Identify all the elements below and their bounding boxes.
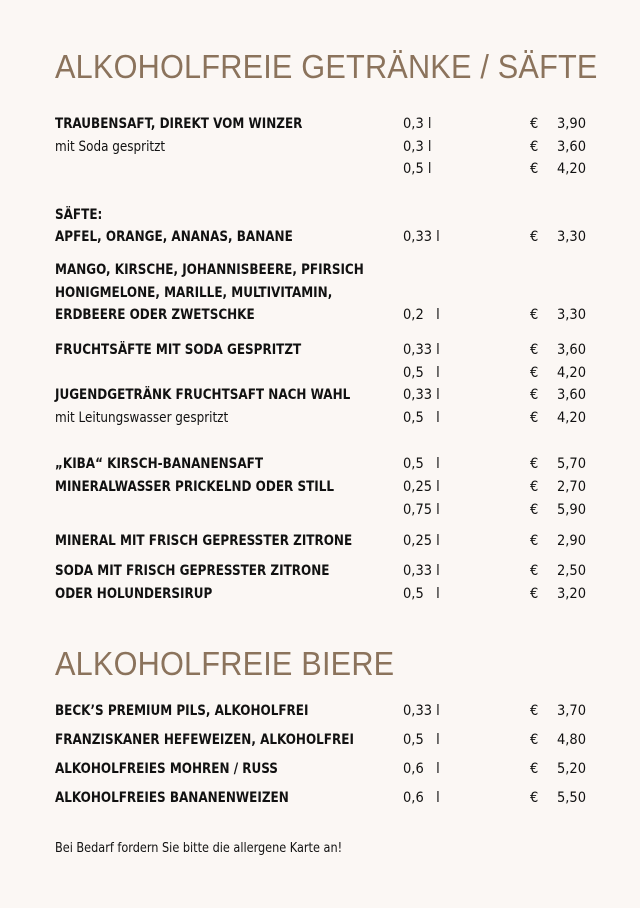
- menu-row: [0, 204, 640, 226]
- currency-symbol: €: [530, 365, 539, 381]
- item-price: 3,30: [556, 229, 586, 245]
- item-price: 4,80: [556, 732, 586, 748]
- menu-row: [0, 530, 640, 552]
- item-name: SODA MIT FRISCH GEPRESSTER ZITRONE: [55, 563, 330, 579]
- item-volume: 0,25 l: [403, 479, 440, 495]
- item-volume: 0,3 l: [403, 116, 432, 132]
- currency-symbol: €: [530, 732, 539, 748]
- item-volume: 0,5 l: [403, 161, 432, 177]
- item-name: ODER HOLUNDERSIRUP: [55, 586, 213, 602]
- item-price: 3,60: [556, 139, 586, 155]
- item-price: 4,20: [556, 365, 586, 381]
- currency-symbol: €: [530, 229, 539, 245]
- menu-row: [0, 384, 640, 406]
- item-volume: 0,33 l: [403, 563, 440, 579]
- item-name: „KIBA“ KIRSCH-BANANENSAFT: [55, 456, 264, 472]
- item-volume: 0,3 l: [403, 139, 432, 155]
- item-price: 2,90: [556, 533, 586, 549]
- currency-symbol: €: [530, 479, 539, 495]
- currency-symbol: €: [530, 761, 539, 777]
- item-name: FRANZISKANER HEFEWEIZEN, ALKOHOLFREI: [55, 732, 354, 748]
- item-price: 4,20: [556, 410, 586, 426]
- item-name: APFEL, ORANGE, ANANAS, BANANE: [55, 229, 293, 245]
- item-price: 5,50: [556, 790, 586, 806]
- menu-row: [0, 407, 640, 429]
- item-volume: 0,5 l: [403, 586, 440, 602]
- allergen-note: Bei Bedarf fordern Sie bitte die allergene Karte an!: [55, 840, 343, 856]
- menu-row: [0, 113, 640, 135]
- currency-symbol: €: [530, 563, 539, 579]
- menu-row: [0, 339, 640, 361]
- item-volume: 0,33 l: [403, 229, 440, 245]
- section-title-alcohol-free-beer: ALKOHOLFREIE BIERE: [55, 645, 395, 682]
- menu-row: [0, 758, 640, 780]
- item-name: ALKOHOLFREIES BANANENWEIZEN: [55, 790, 289, 806]
- item-price: 5,70: [556, 456, 586, 472]
- menu-row: [0, 583, 640, 605]
- currency-symbol: €: [530, 307, 539, 323]
- item-name: MANGO, KIRSCHE, JOHANNISBEERE, PFIRSICH: [55, 262, 364, 278]
- menu-row: [0, 499, 640, 521]
- item-name: HONIGMELONE, MARILLE, MULTIVITAMIN,: [55, 285, 333, 301]
- item-name: ERDBEERE ODER ZWETSCHKE: [55, 307, 255, 323]
- currency-symbol: €: [530, 456, 539, 472]
- item-price: 2,70: [556, 479, 586, 495]
- menu-row: [0, 226, 640, 248]
- item-volume: 0,33 l: [403, 342, 440, 358]
- item-volume: 0,5 l: [403, 365, 440, 381]
- currency-symbol: €: [530, 342, 539, 358]
- item-volume: 0,33 l: [403, 387, 440, 403]
- menu-row: [0, 136, 640, 158]
- item-volume: 0,75 l: [403, 502, 440, 518]
- item-name: MINERALWASSER PRICKELND ODER STILL: [55, 479, 335, 495]
- item-name: mit Soda gespritzt: [55, 139, 166, 155]
- item-volume: 0,33 l: [403, 703, 440, 719]
- item-name: MINERAL MIT FRISCH GEPRESSTER ZITRONE: [55, 533, 353, 549]
- item-price: 4,20: [556, 161, 586, 177]
- item-price: 3,70: [556, 703, 586, 719]
- item-price: 5,90: [556, 502, 586, 518]
- menu-row: [0, 729, 640, 751]
- item-price: 5,20: [556, 761, 586, 777]
- item-price: 3,60: [556, 342, 586, 358]
- currency-symbol: €: [530, 703, 539, 719]
- item-volume: 0,25 l: [403, 533, 440, 549]
- item-volume: 0,6 l: [403, 790, 440, 806]
- menu-row: [0, 304, 640, 326]
- menu-row: [0, 787, 640, 809]
- item-price: 3,20: [556, 586, 586, 602]
- currency-symbol: €: [530, 586, 539, 602]
- currency-symbol: €: [530, 161, 539, 177]
- currency-symbol: €: [530, 533, 539, 549]
- item-price: 3,90: [556, 116, 586, 132]
- item-volume: 0,5 l: [403, 732, 440, 748]
- currency-symbol: €: [530, 502, 539, 518]
- currency-symbol: €: [530, 410, 539, 426]
- menu-row: [0, 158, 640, 180]
- currency-symbol: €: [530, 387, 539, 403]
- menu-row: [0, 700, 640, 722]
- menu-row: [0, 560, 640, 582]
- item-name: JUGENDGETRÄNK FRUCHTSAFT NACH WAHL: [55, 387, 351, 403]
- section-title-softdrinks: ALKOHOLFREIE GETRÄNKE / SÄFTE: [55, 48, 598, 85]
- item-price: 3,30: [556, 307, 586, 323]
- item-name: FRUCHTSÄFTE MIT SODA GESPRITZT: [55, 342, 302, 358]
- menu-row: [0, 476, 640, 498]
- menu-row: [0, 453, 640, 475]
- item-volume: 0,5 l: [403, 410, 440, 426]
- item-volume: 0,6 l: [403, 761, 440, 777]
- menu-row: [0, 362, 640, 384]
- currency-symbol: €: [530, 790, 539, 806]
- item-price: 2,50: [556, 563, 586, 579]
- item-price: 3,60: [556, 387, 586, 403]
- item-name: ALKOHOLFREIES MOHREN / RUSS: [55, 761, 278, 777]
- item-volume: 0,5 l: [403, 456, 440, 472]
- item-volume: 0,2 l: [403, 307, 440, 323]
- currency-symbol: €: [530, 116, 539, 132]
- currency-symbol: €: [530, 139, 539, 155]
- menu-row: [0, 259, 640, 281]
- item-name: SÄFTE:: [55, 207, 103, 223]
- item-name: mit Leitungswasser gespritzt: [55, 410, 229, 426]
- menu-row: [0, 282, 640, 304]
- item-name: TRAUBENSAFT, DIREKT VOM WINZER: [55, 116, 303, 132]
- item-name: BECK’S PREMIUM PILS, ALKOHOLFREI: [55, 703, 309, 719]
